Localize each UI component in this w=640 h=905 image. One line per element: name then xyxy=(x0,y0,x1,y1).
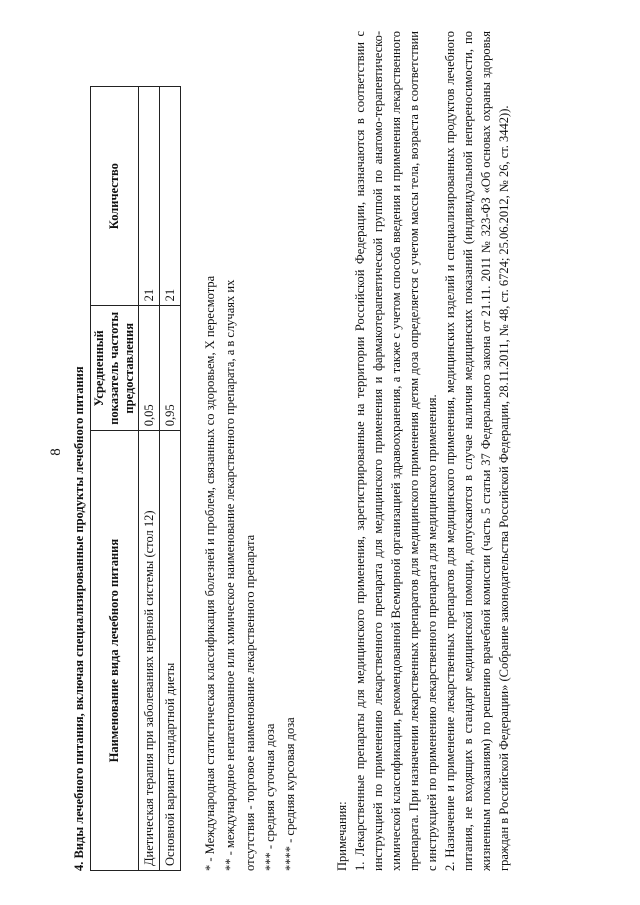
footnote: * - Международная статистическая классификация болезней и проблем, связанных со здоровьем, X пересмотра xyxy=(203,275,217,871)
header-frequency: Усредненный показатель частоты предоставления xyxy=(91,306,139,431)
table-row xyxy=(160,87,181,871)
footnote: ** - международное непатентованное или химическое наименование лекарственного препарата, а в случаях их xyxy=(223,279,237,871)
footnote: *** - средняя суточная доза xyxy=(263,723,277,871)
footnote: **** - средняя курсовая доза xyxy=(283,717,297,871)
row-quantity: 21 xyxy=(160,87,181,306)
row-frequency: 0,05 xyxy=(139,306,160,431)
footnote: отсутствия - торговое наименование лекарственного препарата xyxy=(243,534,257,871)
section-title: 4. Виды лечебного питания, включая специализированные продукты лечебного питания xyxy=(72,366,86,871)
header-name: Наименование вида лечебного питания xyxy=(91,431,139,871)
notes-heading: Примечания: xyxy=(335,801,349,871)
table-row xyxy=(139,87,160,871)
page-number: 8 xyxy=(48,448,64,456)
note-item: 2. Назначение и применение лекарственных препаратов для медицинского применения, медицинских изделий и специализированных продуктов лечебного питания, не входящих в стандарт медицинской помощи, допускаются в случае наличия медицинских показаний (индивидуальной непереносимости, по жизненным показаниям) по решению врачебной комиссии (часть 5 статьи 37 Федерального закона от 21.11. 2011 № 323-ФЗ «Об основах охраны здоровья граждан в Российской Федерации» (Собрание законодательства Российской Федерации, 28.11.2011, № 48, ст. 6724; 25.06.2012, № 26, ст. 3442)). xyxy=(443,31,511,871)
document-page xyxy=(40,27,600,877)
row-quantity: 21 xyxy=(139,87,160,306)
row-frequency: 0,95 xyxy=(160,306,181,431)
footnotes xyxy=(200,276,300,871)
row-name: Диетическая терапия при заболеваниях нервной системы (стол 12) xyxy=(139,431,160,871)
nutrition-table xyxy=(90,86,181,871)
header-quantity: Количество xyxy=(91,87,139,306)
notes-section xyxy=(333,31,513,871)
note-item: 1. Лекарственные препараты для медицинского применения, зарегистрированные на территории Российской Федерации, назначаются в соответствии с инструкцией по применению лекарственного препарата для медицинского применения и фармакотерапевтической группой по анатомо-терапевтическо-химической классификации, рекомендованной Всемирной организацией здравоохранения, а также с учетом способа введения и применения лекарственного препарата. При назначении лекарственных препаратов для медицинского применения детям доза определяется с учетом массы тела, возраста в соответствии с инструкцией по применению лекарственного препарата для медицинского применения. xyxy=(353,31,439,871)
row-name: Основной вариант стандартной диеты xyxy=(160,431,181,871)
table-header-row xyxy=(91,87,139,871)
